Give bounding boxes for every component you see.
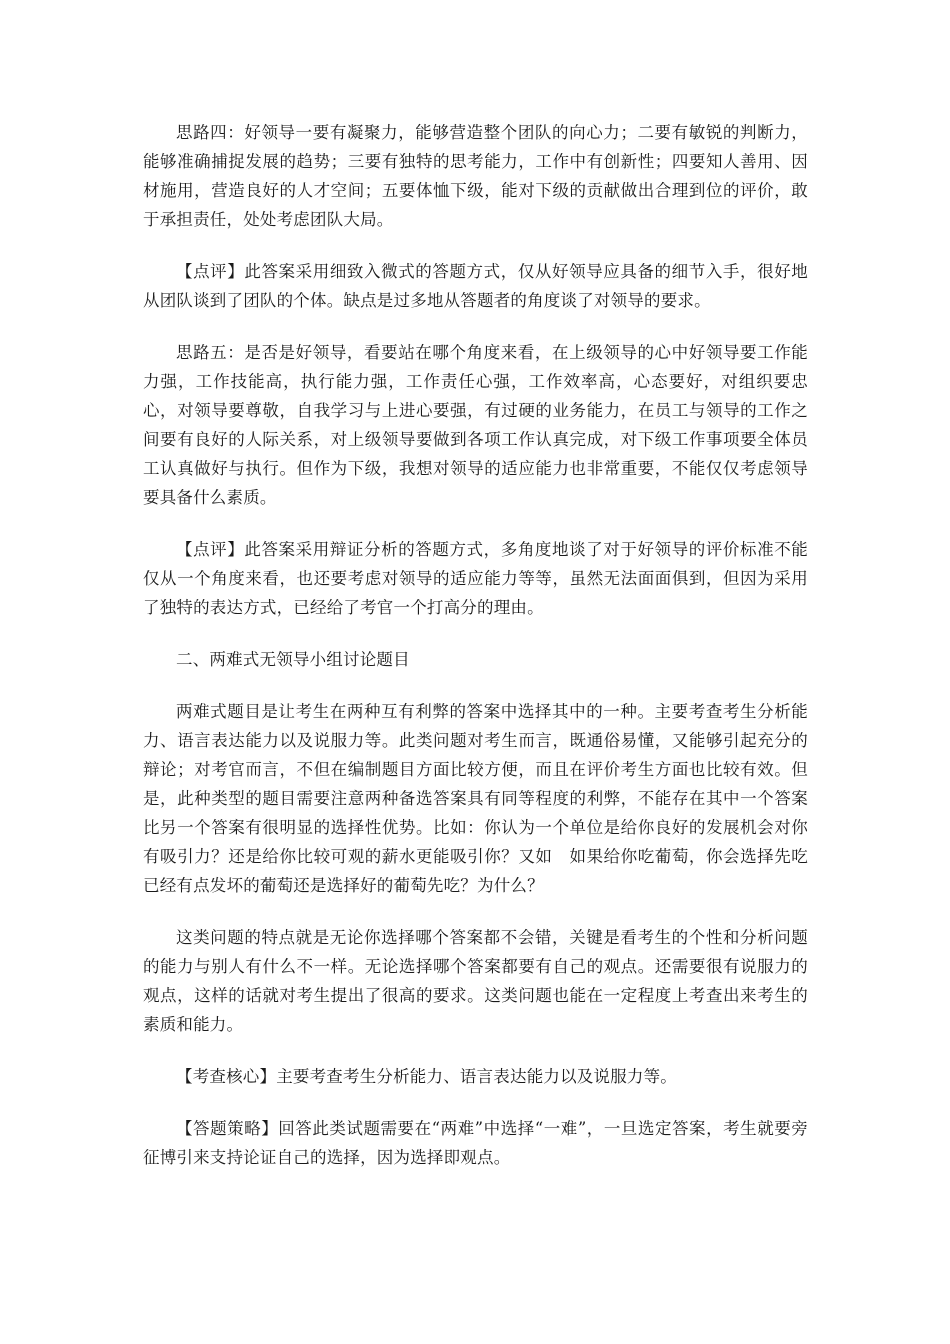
paragraph-idea-five: 思路五：是否是好领导，看要站在哪个角度来看，在上级领导的心中好领导要工作能力强，工作技能高，执行能力强，工作责任心强，工作效率高，心态要好，对组织要忠心，对领导要尊敬，自我学习与上进心要强，有过硬的业务能力，在员工与领导的工作之间要有良好的人际关系，对上级领导要做到各项工作认真完成，对下级工作事项要全体员工认真做好与执行。但作为下级，我想对领导的适应能力也非常重要，不能仅仅考虑领导要具备什么素质。: [143, 343, 808, 507]
paragraph-idea-four: 思路四：好领导一要有凝聚力，能够营造整个团队的向心力；二要有敏锐的判断力，能够准确捕捉发展的趋势；三要有独特的思考能力，工作中有创新性；四要知人善用、因材施用，营造良好的人才空间；五要体恤下级，能对下级的贡献做出合理到位的评价，敢于承担责任，处处考虑团队大局。: [143, 123, 808, 229]
paragraph-assessment-core: 【考查核心】主要考查考生分析能力、语言表达能力以及说服力等。: [176, 1067, 677, 1086]
paragraph-dilemma-intro: 两难式题目是让考生在两种互有利弊的答案中选择其中的一种。主要考查考生分析能力、语言表达能力以及说服力等。此类问题对考生而言，既通俗易懂，又能够引起充分的辩论；对考官而言，不但在编制题目方面比较方便，而且在评价考生方面也比较有效。但是，此种类型的题目需要注意两种备选答案具有同等程度的利弊，不能存在其中一个答案比另一个答案有很明显的选择性优势。比如：你认为一个单位是给你良好的发展机会对你有吸引力？还是给你比较可观的薪水更能吸引你？又如 如果给你吃葡萄，你会选择先吃已经有点发坏的葡萄还是选择好的葡萄先吃？为什么？: [143, 702, 808, 895]
paragraph-answer-strategy: 【答题策略】回答此类试题需要在“两难”中选择“一难”，一旦选定答案，考生就要旁征博引来支持论证自己的选择，因为选择即观点。: [143, 1119, 808, 1167]
paragraph-dilemma-features: 这类问题的特点就是无论你选择哪个答案都不会错，关键是看考生的个性和分析问题的能力与别人有什么不一样。无论选择哪个答案都要有自己的观点。还需要很有说服力的观点，这样的话就对考生提出了很高的要求。这类问题也能在一定程度上考查出来考生的素质和能力。: [143, 928, 808, 1034]
paragraph-review-one: 【点评】此答案采用细致入微式的答题方式，仅从好领导应具备的细节入手，很好地从团队谈到了团队的个体。缺点是过多地从答题者的角度谈了对领导的要求。: [143, 262, 808, 310]
document-body: [143, 118, 808, 1195]
paragraph-review-two: 【点评】此答案采用辩证分析的答题方式，多角度地谈了对于好领导的评价标准不能仅从一个角度来看，也还要考虑对领导的适应能力等等，虽然无法面面俱到，但因为采用了独特的表达方式，已经给了考官一个打高分的理由。: [143, 540, 808, 617]
section-heading-dilemma: 二、两难式无领导小组讨论题目: [176, 650, 410, 669]
